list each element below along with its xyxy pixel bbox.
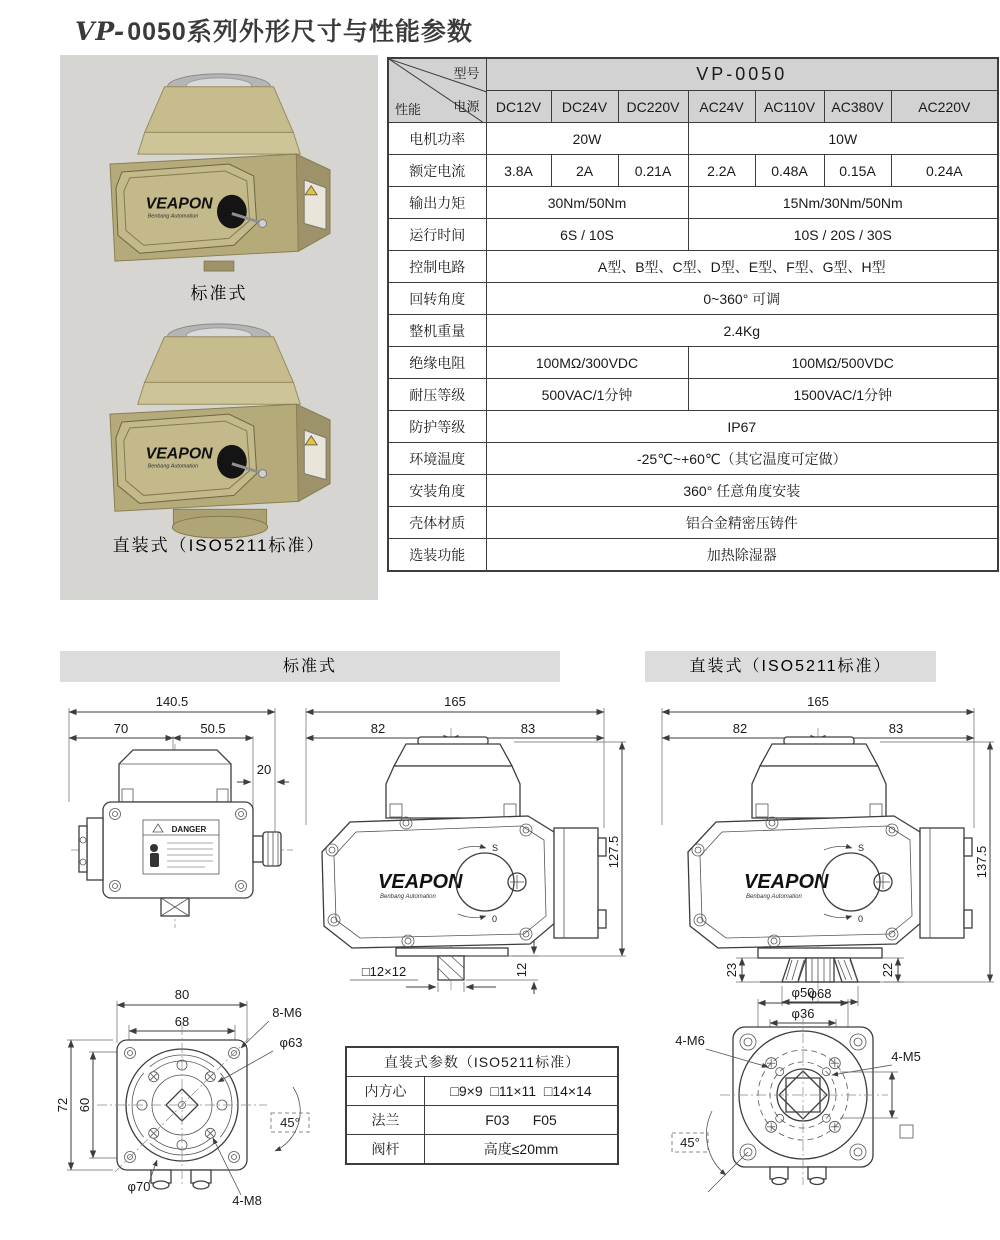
- dim-bolt-circle-50: φ50: [791, 985, 815, 1000]
- dim-flange-circle: φ68: [808, 986, 832, 1001]
- dial-open-mark: S: [858, 843, 865, 853]
- params-cell: F03 F05: [425, 1106, 618, 1135]
- label-m6: 4-M6: [675, 1033, 705, 1048]
- spec-cell: 100MΩ/300VDC: [486, 347, 688, 379]
- params-row-label: 内方心: [346, 1077, 425, 1106]
- table-row: [388, 251, 998, 283]
- spec-cell: IP67: [486, 411, 998, 443]
- spec-row-label: 绝缘电阻: [388, 347, 486, 379]
- spec-col-header: DC24V: [551, 91, 618, 123]
- spec-cell: 100MΩ/500VDC: [688, 347, 998, 379]
- brand-sub: Benbang Automation: [147, 213, 199, 220]
- dim-total-width: 140.5: [155, 694, 189, 709]
- dim-body-height: 72: [55, 1097, 70, 1113]
- dim-cap-offset: 20: [256, 762, 272, 777]
- spec-row-label: 运行时间: [388, 219, 486, 251]
- spec-cell: 加热除湿器: [486, 539, 998, 572]
- square-symbol: [900, 1125, 913, 1138]
- dim-screw-spacing: 68: [174, 1014, 190, 1029]
- spec-cell: 15Nm/30Nm/50Nm: [688, 187, 998, 219]
- spec-table: [387, 57, 999, 572]
- spec-col-header: AC24V: [688, 91, 755, 123]
- spec-row-label: 电机功率: [388, 123, 486, 155]
- label-angle: 45°: [280, 1115, 300, 1130]
- label-corner-screws: 8-M6: [272, 1005, 302, 1020]
- photo-standard-caption: 标准式: [190, 284, 248, 303]
- spec-row-label: 控制电路: [388, 251, 486, 283]
- photo-standard-actuator: [70, 63, 368, 275]
- table-row: [388, 187, 998, 219]
- spec-row-label: 安装角度: [388, 475, 486, 507]
- label-circle-70: φ70: [127, 1179, 151, 1194]
- mount-plate: [758, 948, 882, 958]
- label-m5: 4-M5: [891, 1049, 921, 1064]
- dim-total-width: 165: [444, 694, 466, 709]
- brand-logo: VEAPON: [145, 445, 213, 463]
- label-mount-screws: 4-M8: [232, 1193, 262, 1208]
- table-row: [388, 475, 998, 507]
- brand-logo: VEAPON: [145, 195, 213, 213]
- corner-model-label: 型号: [453, 66, 480, 81]
- spec-col-header: AC380V: [824, 91, 891, 123]
- section-header-standard: 标准式: [60, 651, 560, 682]
- spec-model-value: VP-0050: [486, 58, 998, 91]
- params-cell: 高度≤20mm: [425, 1135, 618, 1165]
- side-connector: [87, 818, 103, 880]
- warning-label: [304, 180, 326, 230]
- dim-shaft-square: □12×12: [361, 964, 407, 979]
- spec-cell: 500VAC/1分钟: [486, 379, 688, 411]
- spec-row-label: 回转角度: [388, 283, 486, 315]
- cable-glands: [151, 1170, 211, 1189]
- table-row: [388, 283, 998, 315]
- spec-cell: 30Nm/50Nm: [486, 187, 688, 219]
- drawing-direct-side-view: [640, 690, 1000, 1008]
- spec-cell: 0.15A: [824, 155, 891, 187]
- table-row: [346, 1106, 618, 1135]
- terminal-box: [554, 828, 598, 938]
- dim-total-width: 165: [807, 694, 829, 709]
- title-model-number: 0050: [127, 18, 187, 46]
- title-series-code: VP-: [75, 17, 126, 46]
- table-row: [388, 411, 998, 443]
- iso-flange-boss: [760, 958, 880, 982]
- brand-sub: Benbang Automation: [147, 463, 199, 470]
- spec-row-label: 额定电流: [388, 155, 486, 187]
- spec-cell: A型、B型、C型、D型、E型、F型、G型、H型: [486, 251, 998, 283]
- table-row: [388, 507, 998, 539]
- spec-cell: 3.8A: [486, 155, 551, 187]
- corner-performance-label: 性能: [395, 102, 422, 117]
- spec-cell: 360° 任意角度安装: [486, 475, 998, 507]
- danger-text: DANGER: [171, 825, 207, 834]
- table-row: [388, 315, 998, 347]
- dim-body-width: 80: [174, 987, 190, 1002]
- spec-col-header: DC220V: [618, 91, 688, 123]
- drawing-standard-side-view: [288, 690, 633, 995]
- dial-close-mark: 0: [858, 914, 864, 924]
- spec-corner-cell: [388, 58, 486, 123]
- table-row: [388, 155, 998, 187]
- spec-cell: 0.24A: [891, 155, 998, 187]
- cable-gland: [253, 836, 263, 862]
- table-row: [388, 379, 998, 411]
- photo-direct-actuator: [70, 313, 368, 545]
- table-row: [388, 123, 998, 155]
- drawing-iso-bottom-view: [650, 983, 950, 1205]
- manual-knob: [217, 195, 247, 229]
- dim-left: 82: [370, 721, 386, 736]
- label-angle: 45°: [680, 1135, 700, 1150]
- spec-cell: 铝合金精密压铸件: [486, 507, 998, 539]
- page-title: [75, 12, 473, 48]
- table-row: [346, 1135, 618, 1165]
- dim-left: 70: [113, 721, 129, 736]
- terminal-box: [920, 828, 964, 938]
- spec-row-label: 选装功能: [388, 539, 486, 572]
- spec-col-header: DC12V: [486, 91, 551, 123]
- spec-row-label: 防护等级: [388, 411, 486, 443]
- spec-cell: 2A: [551, 155, 618, 187]
- product-photo-panel: [60, 55, 378, 600]
- brand-sub: Benbang Automation: [380, 894, 436, 900]
- spec-col-header: AC110V: [755, 91, 824, 123]
- dial-close-mark: 0: [492, 914, 498, 924]
- table-row: [388, 539, 998, 572]
- params-row-label: 法兰: [346, 1106, 425, 1135]
- section-header-direct: 直装式（ISO5211标准）: [645, 651, 936, 682]
- table-row: [388, 347, 998, 379]
- spec-cell: 0~360° 可调: [486, 283, 998, 315]
- brand-sub: Benbang Automation: [746, 894, 802, 900]
- spec-cell: 10W: [688, 123, 998, 155]
- brand-logo: VEAPON: [744, 871, 829, 893]
- label-circle-63: φ63: [279, 1035, 303, 1050]
- drawing-standard-bottom-view: [55, 983, 345, 1211]
- photo-direct-caption: 直装式（ISO5211标准）: [112, 536, 326, 555]
- spec-cell: -25℃~+60℃（其它温度可定做）: [486, 443, 998, 475]
- dim-shaft-height: 12: [514, 962, 529, 978]
- spec-cell: 2.4Kg: [486, 315, 998, 347]
- direct-params-table: [345, 1046, 619, 1165]
- cable-glands: [770, 1167, 826, 1185]
- dim-left: 82: [732, 721, 748, 736]
- table-row: [388, 219, 998, 251]
- spec-cell: 0.48A: [755, 155, 824, 187]
- dim-height: 137.5: [974, 845, 989, 879]
- spec-cell: 6S / 10S: [486, 219, 688, 251]
- dim-right: 50.5: [200, 721, 226, 736]
- table-row: [346, 1077, 618, 1106]
- spec-cell: 10S / 20S / 30S: [688, 219, 998, 251]
- corner-power-label: 电源: [453, 99, 480, 114]
- dim-flange-right: 22: [880, 962, 895, 978]
- dim-bolt-circle-36: φ36: [791, 1006, 815, 1021]
- spec-cell: 2.2A: [688, 155, 755, 187]
- spec-cell: 1500VAC/1分钟: [688, 379, 998, 411]
- dim-right: 83: [520, 721, 536, 736]
- manual-knob: [217, 445, 247, 479]
- spec-cell: 20W: [486, 123, 688, 155]
- dim-screw-spacing-v: 60: [77, 1097, 92, 1113]
- title-text: 系列外形尺寸与性能参数: [186, 18, 473, 46]
- dim-height: 127.5: [606, 835, 621, 869]
- brand-logo: VEAPON: [378, 871, 463, 893]
- spec-row-label: 输出力矩: [388, 187, 486, 219]
- spec-col-header: AC220V: [891, 91, 998, 123]
- spec-row-label: 耐压等级: [388, 379, 486, 411]
- dim-right: 83: [888, 721, 904, 736]
- params-cell: □9×9 □11×11 □14×14: [425, 1077, 618, 1106]
- params-title: 直装式参数（ISO5211标准）: [346, 1047, 618, 1077]
- dim-flange-left: 23: [724, 962, 739, 978]
- params-row-label: 阀杆: [346, 1135, 425, 1165]
- table-row: [388, 443, 998, 475]
- dial-open-mark: S: [492, 843, 499, 853]
- spec-row-label: 壳体材质: [388, 507, 486, 539]
- spec-row-label: 环境温度: [388, 443, 486, 475]
- spec-cell: 0.21A: [618, 155, 688, 187]
- warning-label: [304, 430, 326, 480]
- spec-row-label: 整机重量: [388, 315, 486, 347]
